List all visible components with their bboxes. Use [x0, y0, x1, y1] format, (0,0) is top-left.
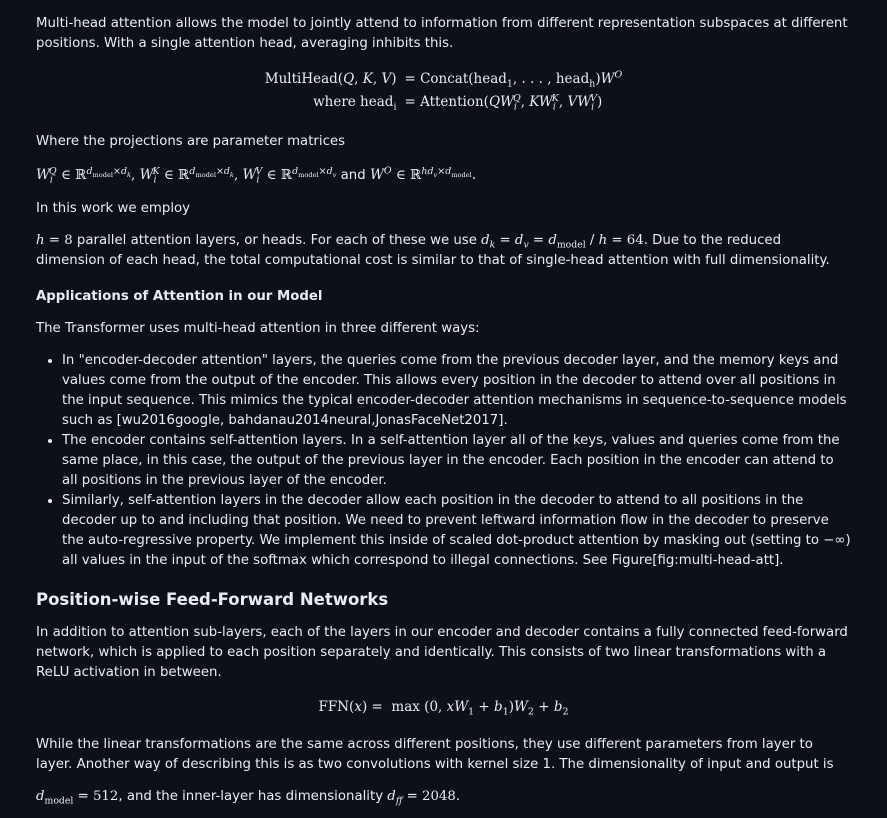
eq-row1-lhs: MultiHead(Q, K, V): [264, 71, 397, 87]
projection-matrices-formula: $W_i^Q$ ∈ ℝ$^{d_{model}\times d_k}$, $W_i^K$ ∈ ℝ$^{d_{model}\times d_k}$, $W_i^V$ ∈ ℝ$^{d_{model}\times d_v}$ and $W^O$ ∈ ℝ$^{hd_v\times d_{model}}$.: [36, 165, 477, 186]
ffn-paragraph-1: In addition to attention sub-layers, each of the layers in our encoder and decoder contains a fully connected feed-forward network, which is applied to each position separately and identically. This consists of two linear transformations with a ReLU activation in between.: [36, 625, 848, 680]
ffn-paragraph-2: While the linear transformations are the same across different positions, they use different parameters from layer to layer. Another way of describing this is as two convolutions with kernel size 1. The dimensionality of input and output is: [36, 737, 834, 772]
intro-paragraph: Multi-head attention allows the model to jointly attend to information from different representation subspaces at different positions. With a single attention head, averaging inhibits this.: [36, 16, 848, 51]
ffn-dimensions: $d_{model} = 512$, and the inner-layer has dimensionality $d_{ff} = 2048$.: [36, 789, 461, 807]
eq-row2-lhs: where head$_i$: [313, 94, 397, 113]
list-item: • Similarly, self-attention layers in the decoder allow each position in the decoder to attend to all positions in the decoder up to and including that position. We need to prevent leftward information flow in the decoder to preserve the auto-regressive property. We implement this inside of scaled dot-product attention by masking out (setting to −∞) all values in the input of the softmax which correspond to illegal connections. See Figure[fig:multi-head-att].: [62, 491, 851, 571]
ffn-equation: FFN(x) = max (0, $xW_1 + b_1)W_2 + b_2$: [318, 699, 569, 718]
applications-intro: The Transformer uses multi-head attention in three different ways:: [36, 321, 480, 336]
eq-row2-rhs: = $Attention(QW_i^Q$, $KW_i^K$, $VW_i^V$): [404, 92, 603, 113]
multihead-equation: [36, 68, 851, 114]
projections-intro: Where the projections are parameter matrices: [36, 134, 345, 149]
h-value: 8: [64, 233, 73, 248]
eq-row1-rhs: = Concat(head$_1$, . . . , $head_h)W^O$: [404, 69, 623, 90]
heads-intro: In this work we employ: [36, 201, 191, 216]
ffn-section-heading: Position-wise Feed-Forward Networks: [36, 590, 389, 609]
d-model-value: 512: [92, 789, 119, 804]
projection-connector: and: [340, 168, 366, 183]
applications-heading: Applications of Attention in our Model: [36, 289, 323, 304]
d-ff-value: 2048: [422, 789, 456, 804]
list-item: • The encoder contains self-attention layers. In a self-attention layer all of the keys, values and queries come from the same place, in this case, the output of the previous layer in the encoder. Each position in the encoder can attend to all positions in the previous layer of the encoder.: [62, 431, 851, 491]
heads-paragraph: h = 8 parallel attention layers, or heads. For each of these we use $d_k = d_v = d_{model} / h = 64$. Due to the reduced dimension of each head, the total computational cost is similar to that of single-head attention with full dimensionality.: [36, 233, 830, 268]
applications-list: [36, 351, 851, 571]
list-item: • In "encoder-decoder attention" layers, the queries come from the previous decoder layer, and the memory keys and values come from the output of the encoder. This allows every position in the decoder to attend over all positions in the input sequence. This mimics the typical encoder-decoder attention mechanisms in sequence-to-sequence models such as [wu2016google, bahdanau2014neural,JonasFaceNet2017].: [62, 351, 851, 431]
dim-value: 64: [626, 233, 644, 248]
